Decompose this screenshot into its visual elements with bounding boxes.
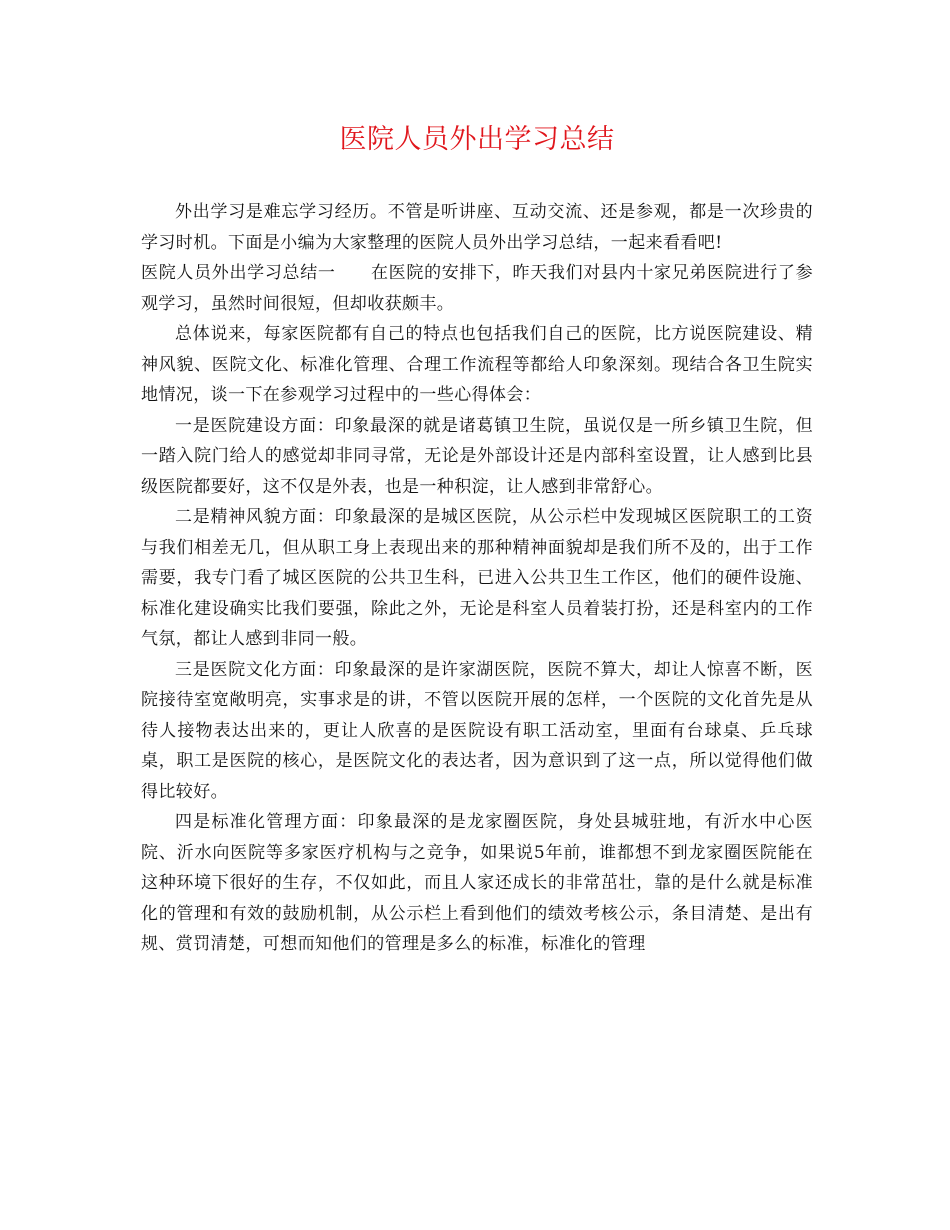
document-title: 医院人员外出学习总结 — [339, 124, 615, 155]
paragraph-culture: 三是医院文化方面：印象最深的是许家湖医院，医院不算大，却让人惊喜不断，医院接待室宽敞明亮，实事求是的讲，不管以医院开展的怎样，一个医院的文化首先是从待人接物表达出来的，更让人欣喜的是医院设有职工活动室，里面有台球桌、乒乓球桌，职工是医院的核心，是医院文化的表达者，因为意识到了这一点，所以觉得他们做得比较好。 — [141, 659, 813, 802]
document-page — [141, 120, 813, 960]
paragraph-standardization: 四是标准化管理方面：印象最深的是龙家圈医院，身处县城驻地，有沂水中心医院、沂水向医院等多家医疗机构与之竞争，如果说5年前，谁都想不到龙家圈医院能在这种环境下很好的生存，不仅如此，而且人家还成长的非常茁壮，靠的是什么就是标准化的管理和有效的鼓励机制，从公示栏上看到他们的绩效考核公示，条目清楚、是出有规、赏罚清楚，可想而知他们的管理是多么的标准，标准化的管理 — [141, 812, 813, 954]
paragraph-overview: 总体说来，每家医院都有自己的特点也包括我们自己的医院，比方说医院建设、精神风貌、医院文化、标准化管理、合理工作流程等都给人印象深刻。现结合各卫生院实地情况，谈一下在参观学习过程中的一些心得体会： — [141, 324, 813, 405]
paragraph-hospital-construction: 一是医院建设方面：印象最深的就是诸葛镇卫生院，虽说仅是一所乡镇卫生院，但一踏入院门给人的感觉却非同寻常，无论是外部设计还是内部科室设置，让人感到比县级医院都要好，这不仅是外表，也是一种积淀，让人感到非常舒心。 — [141, 415, 813, 497]
paragraph-spirit: 二是精神风貌方面：印象最深的是城区医院，从公示栏中发现城区医院职工的工资与我们相差无几，但从职工身上表现出来的那种精神面貌却是我们所不及的，出于工作需要，我专门看了城区医院的公共卫生科，已进入公共卫生工作区，他们的硬件设施、标准化建设确实比我们要强，除此之外，无论是科室人员着装打扮，还是科室内的工作气氛，都让人感到非同一般。 — [141, 507, 813, 649]
paragraph-summary-one: 医院人员外出学习总结一 在医院的安排下，昨天我们对县内十家兄弟医院进行了参观学习，虽然时间很短，但却收获颇丰。 — [141, 263, 813, 314]
paragraph-intro: 外出学习是难忘学习经历。不管是听讲座、互动交流、还是参观，都是一次珍贵的学习时机。下面是小编为大家整理的医院人员外出学习总结，一起来看看吧! — [141, 202, 813, 253]
